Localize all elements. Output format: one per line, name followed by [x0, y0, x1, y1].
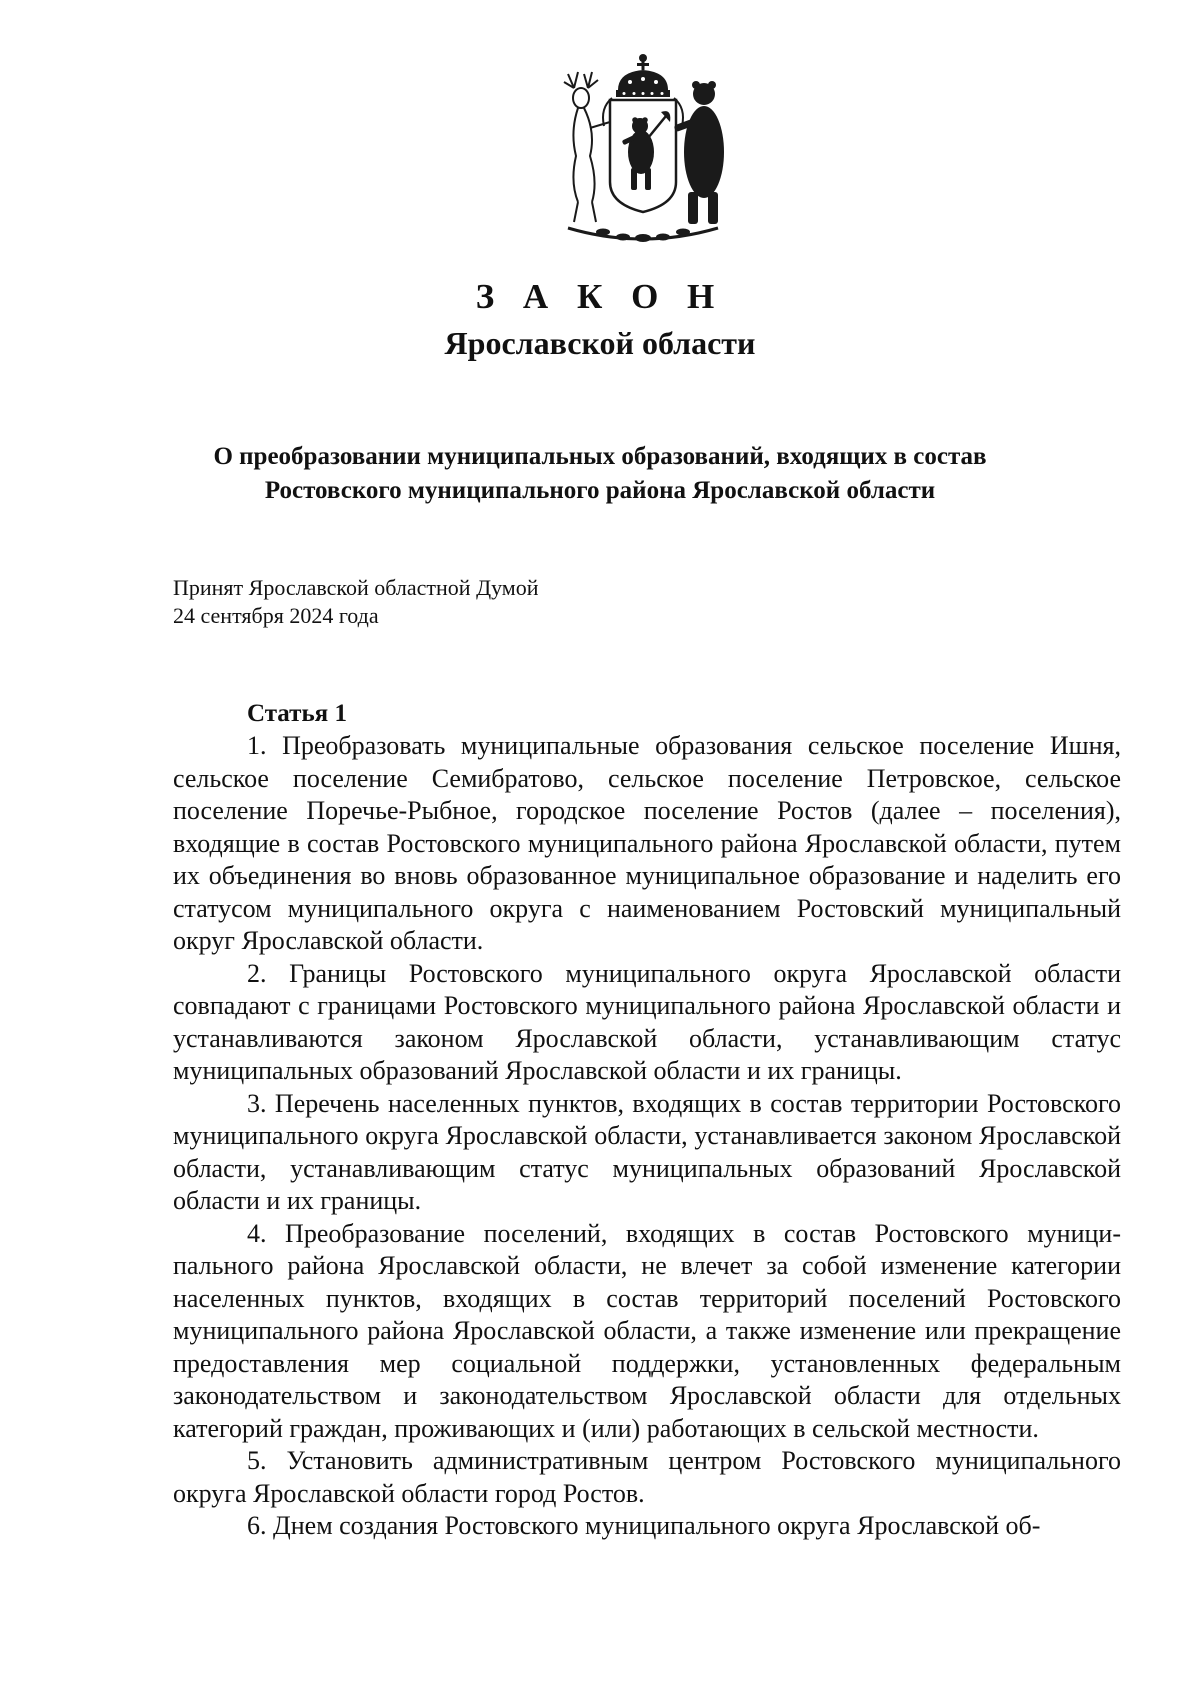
article-paragraph: 4. Преобразование поселений, входящих в состав Ростовского муниципального района Ярославской области, не влечет за собой изменение категории населенных пунктов, входящих в состав территорий поселений Ростовского муниципального района Ярославской области, а также изменение или прекращение предоставления мер социальной поддержки, установленных федеральным законодательством и законодательством Ярославской области для отдельных категорий граждан, проживающих и (или) работающих в сельской местности. [173, 1218, 1121, 1443]
adoption-note [173, 574, 539, 630]
adoption-body: Принят Ярославской областной Думой [173, 575, 539, 600]
law-subject [150, 440, 1050, 508]
law-region: Ярославской области [444, 325, 756, 361]
article-paragraph: 1. Преобразовать муниципальные образования сельское поселение Ишня, сельское поселение Семибратово, сельское поселение Петровское, сельское поселение Поречье-Рыбное, городское поселение Ростов (далее – поселения), входящие в состав Ростовского муниципального района Ярославской области, путем их объединения во вновь образованное муниципальное образование и наделить его статусом муниципального округа с наименованием Ростовский муниципальный округ Ярославской области. [173, 731, 1121, 955]
law-subject-line: Ростовского муниципального района Ярославской области [264, 477, 936, 504]
article-paragraph: 3. Перечень населенных пунктов, входящих в состав территории Ростовского муниципального округа Ярославской области, устанавливается законом Ярославской области, устанавливающим статус муниципальных образований Ярославской области и их границы. [173, 1088, 1121, 1215]
law-subject-line: О преобразовании муниципальных образований, входящих в состав [213, 443, 987, 470]
article-paragraph: 2. Границы Ростовского муниципального округа Ярославской области совпадают с границами Ростовского муниципального района Ярославской области и устанавливаются законом Ярославской области, устанавливающим статус муниципальных образований Ярославской области и их границы. [173, 958, 1121, 1085]
article-body [173, 730, 1121, 1543]
article-heading: Статья 1 [247, 700, 347, 727]
article-paragraph: 6. Днем создания Ростовского муниципального округа Ярославской об- [247, 1511, 1041, 1540]
law-title: З А К О Н [475, 277, 725, 316]
adoption-date: 24 сентября 2024 года [173, 603, 379, 628]
coat-of-arms-icon [548, 52, 738, 250]
article-paragraph: 5. Установить административным центром Ростовского муниципального округа Ярославской области город Ростов. [173, 1446, 1121, 1508]
